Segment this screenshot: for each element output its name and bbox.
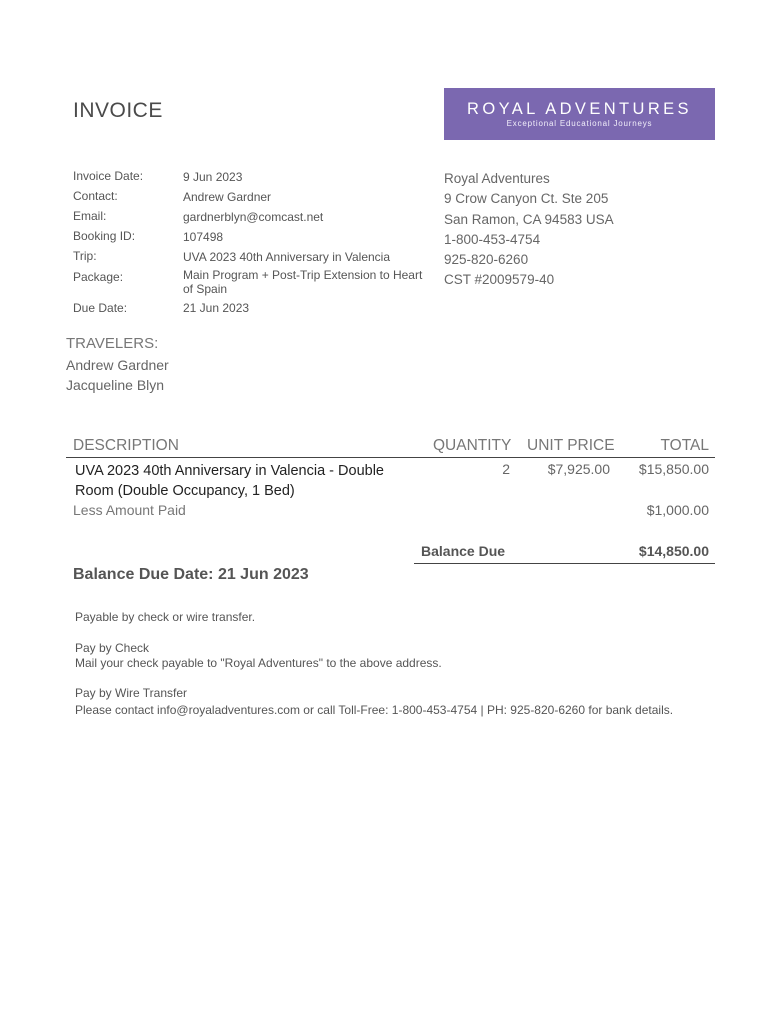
company-tollfree: 1-800-453-4754 <box>444 231 541 247</box>
invoice-date-label: Invoice Date: <box>73 169 144 183</box>
col-quantity-header: QUANTITY <box>433 437 512 454</box>
traveler-name: Andrew Gardner <box>66 357 169 373</box>
travelers-heading: TRAVELERS: <box>66 335 159 352</box>
check-instructions: Mail your check payable to "Royal Adventures" to the above address. <box>75 656 442 670</box>
balance-due-label: Balance Due <box>421 543 506 559</box>
contact-label: Contact: <box>73 189 118 203</box>
col-total-header: TOTAL <box>660 437 709 454</box>
balance-due-value: $14,850.00 <box>638 543 709 559</box>
wire-instructions: Please contact info@royaladventures.com or call Toll-Free: 1-800-453-4754 | PH: 925-820-6260 for bank details. <box>75 703 674 717</box>
amount-paid-total: $1,000.00 <box>646 502 709 518</box>
amount-paid-description: Less Amount Paid <box>73 502 186 518</box>
company-address <box>444 169 614 291</box>
company-logo <box>444 88 715 140</box>
logo-tagline: Exceptional Educational Journeys <box>506 119 653 128</box>
package-label: Package: <box>73 270 124 284</box>
check-heading: Pay by Check <box>75 641 150 655</box>
balance-rule <box>414 563 715 564</box>
booking-id-value: 107498 <box>183 230 224 244</box>
line-item-unit-price: $7,925.00 <box>547 461 610 477</box>
trip-label: Trip: <box>73 249 97 263</box>
company-city: San Ramon, CA 94583 USA <box>444 211 614 227</box>
booking-id-label: Booking ID: <box>73 229 136 243</box>
col-unit-price-header: UNIT PRICE <box>527 437 615 454</box>
line-item-quantity: 2 <box>502 461 510 477</box>
email-label: Email: <box>73 209 107 223</box>
table-header-rule <box>66 457 715 458</box>
line-item-description: UVA 2023 40th Anniversary in Valencia - Double Room (Double Occupancy, 1 Bed) <box>75 463 384 499</box>
balance-due-date: Balance Due Date: 21 Jun 2023 <box>73 566 309 583</box>
due-date-value: 21 Jun 2023 <box>183 301 250 315</box>
payment-intro: Payable by check or wire transfer. <box>75 610 256 624</box>
company-name: Royal Adventures <box>444 171 550 186</box>
email-value: gardnerblyn@comcast.net <box>183 210 324 224</box>
line-item-total: $15,850.00 <box>638 461 709 477</box>
due-date-label: Due Date: <box>73 301 128 315</box>
wire-heading: Pay by Wire Transfer <box>75 686 188 700</box>
traveler-name: Jacqueline Blyn <box>66 377 165 393</box>
invoice-date-value: 9 Jun 2023 <box>183 170 243 184</box>
company-cst: CST #2009579-40 <box>444 272 555 288</box>
trip-value: UVA 2023 40th Anniversary in Valencia <box>183 250 391 264</box>
invoice-title: INVOICE <box>73 99 163 122</box>
contact-value: Andrew Gardner <box>183 190 272 204</box>
company-street: 9 Crow Canyon Ct. Ste 205 <box>444 191 609 207</box>
company-phone: 925-820-6260 <box>444 252 529 268</box>
col-description-header: DESCRIPTION <box>73 437 179 454</box>
logo-name: ROYAL ADVENTURES <box>467 100 692 118</box>
package-value: Main Program + Post-Trip Extension to Heart of Spain <box>183 268 423 296</box>
